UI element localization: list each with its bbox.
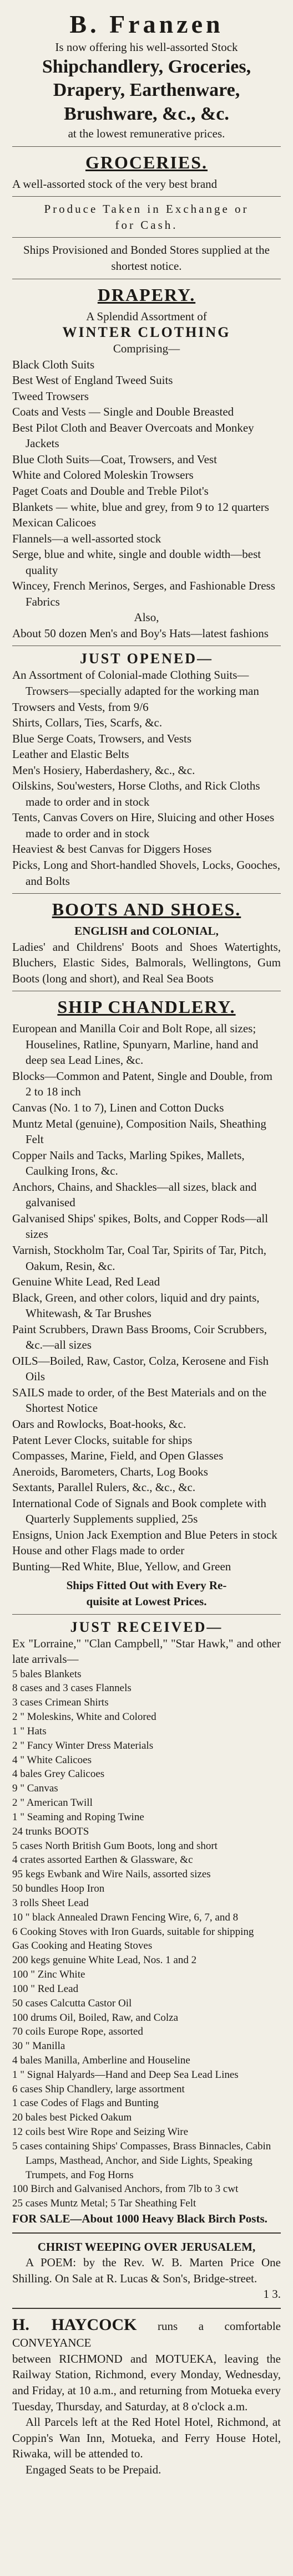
list-item: Tents, Canvas Covers on Hire, Sluicing and other Hoses made to order and in stock [12,811,275,840]
list-item: 9 " Canvas [12,1783,58,1795]
list-item: Sextants, Parallel Rulers, &c., &c., &c. [12,1481,196,1494]
list-item: 70 coils Europe Rope, assorted [12,2026,143,2038]
list-item: 95 kegs Ewbank and Wire Nails, assorted sizes [12,1868,211,1881]
list-item: 4 " White Calicoes [12,1754,92,1766]
poem-code: 1 3. [263,2287,281,2301]
haycock-ad [12,2314,281,2351]
list-item: About 50 dozen Men's and Boy's Hats—latest fashions [12,626,269,640]
stores-text: Ships Provisioned and Bonded Stores supplied at the shortest notice. [23,243,270,273]
list-item: 5 cases North British Gum Boots, long and short [12,1840,218,1852]
heading-brushware: Brushware, &c., &c. [64,103,229,124]
list-item: 2 " American Twill [12,1797,93,1809]
list-item: Paint Scrubbers, Drawn Bass Brooms, Coir Scrubbers, &c.—all sizes [12,1322,267,1352]
list-item: 20 bales best Picked Oakum [12,2112,132,2124]
christ-weeping-title: CHRIST WEEPING OVER JERUSALEM, [37,2240,256,2254]
list-item: Anchors, Chains, and Shackles—all sizes, black and galvanised [12,1180,257,1210]
list-item: 3 cases Crimean Shirts [12,1697,109,1709]
list-item: 1 case Codes of Flags and Bunting [12,2097,159,2109]
list-item: Aneroids, Barometers, Charts, Log Books [12,1464,208,1478]
received-list [12,1667,281,2211]
list-item: International Code of Signals and Book complete with Quarterly Supplements supplied, 25s [12,1496,266,1526]
list-item: Leather and Elastic Belts [12,747,129,761]
groceries-title: GROCERIES. [85,152,208,172]
list-item: Coats and Vests — Single and Double Breasted [12,405,234,419]
drapery-sub: A Splendid Assortment of [86,309,207,323]
list-item: 1 " Signal Halyards—Hand and Deep Sea Lead Lines [12,2068,239,2081]
advertiser-name: B. Franzen [69,10,224,38]
list-item: Picks, Long and Short-handled Shovels, Locks, Gooches, and Bolts [12,858,280,888]
list-item: 2 " Moleskins, White and Colored [12,1711,156,1723]
list-item: White and Colored Moleskin Trowsers [12,468,194,482]
list-item: 50 cases Calcutta Castor Oil [12,1997,132,2009]
for-sale-line: FOR SALE—About 1000 Heavy Black Birch Posts. [12,2212,267,2226]
divider [12,237,281,238]
list-item: 100 Birch and Galvanised Anchors, from 7lb to 3 cwt [12,2183,239,2195]
list-item: 10 " black Annealed Drawn Fencing Wire, 6, 7, and 8 [12,1911,239,1923]
list-item: Paget Coats and Double and Treble Pilot's [12,484,209,498]
chandlery-title: SHIP CHANDLERY. [57,997,236,1017]
list-item: Muntz Metal (genuine), Composition Nails, Sheathing Felt [12,1117,266,1146]
list-item: Also, [134,611,159,624]
haycock-name: H. HAYCOCK [12,2315,137,2334]
list-item: Blue Cloth Suits—Coat, Trowsers, and Vest [12,452,217,466]
list-item: 6 Cooking Stoves with Iron Guards, suitable for shipping [12,1925,254,1938]
prices-line: at the lowest remunerative prices. [68,127,225,141]
haycock-text-1: runs a comfortable CONVEYANCE [12,2319,281,2350]
intro-line: Is now offering his well-assorted Stock [55,40,238,54]
divider [12,893,281,894]
list-item: Best West of England Tweed Suits [12,373,173,387]
list-item: Shirts, Collars, Ties, Scarfs, &c. [12,716,163,730]
list-item: 50 bundles Hoop Iron [12,1883,105,1895]
boots-sub: ENGLISH and COLONIAL, [74,924,219,938]
divider [12,196,281,197]
list-item: 3 rolls Sheet Lead [12,1897,89,1909]
list-item: 4 bales Grey Calicoes [12,1768,105,1780]
list-item: Blue Serge Coats, Trowsers, and Vests [12,731,191,745]
list-item: Copper Nails and Tacks, Marling Spikes, Mallets, Caulking Irons, &c. [12,1148,245,1178]
list-item: Black Cloth Suits [12,357,95,371]
just-opened-title: JUST OPENED— [80,651,213,667]
list-item: Tweed Trowsers [12,389,89,403]
produce-line-1: Produce Taken in Exchange or [44,202,249,216]
fitted-out-line-1: Ships Fitted Out with Every Re- [66,1579,227,1592]
divider [12,2308,281,2309]
haycock-text-3: All Parcels left at the Red Hotel Hotel, Richmond, at Coppin's Wan Inn, Motueka, and Ferry House Hotel, Riwaka, will be attended to. [12,2415,281,2461]
list-item: An Assortment of Colonial-made Clothing Suits—Trowsers—specially adapted for the working man [12,668,259,698]
heading-drapery-earthenware: Drapery, Earthenware, [53,80,240,101]
list-item: 4 bales Manilla, Amberline and Houseline [12,2054,190,2066]
list-item: Canvas (No. 1 to 7), Linen and Cotton Ducks [12,1101,224,1115]
list-item: Serge, blue and white, single and double width—best quality [12,547,261,577]
list-item: Oars and Rowlocks, Boat-hooks, &c. [12,1417,186,1431]
list-item: 4 crates assorted Earthen & Glassware, &c [12,1854,193,1866]
produce-line-2: for Cash. [115,218,178,232]
list-item: 24 trunks BOOTS [12,1825,89,1837]
list-item: 6 cases Ship Chandlery, large assortment [12,2083,185,2095]
fitted-out-line-2: quisite at Lowest Prices. [86,1594,207,1608]
winter-clothing: WINTER CLOTHING [62,324,231,341]
list-item: 200 kegs genuine White Lead, Nos. 1 and 2 [12,1954,197,1966]
list-item: 12 coils best Wire Rope and Seizing Wire [12,2126,189,2138]
list-item: Mexican Calicoes [12,516,97,530]
list-item: Wincey, French Merinos, Serges, and Fashionable Dress Fabrics [12,579,275,608]
list-item: 5 bales Blankets [12,1668,82,1680]
vessels-line: Ex "Lorraine," "Clan Campbell," "Star Hawk," and other late arrivals— [12,1636,281,1666]
list-item: Best Pilot Cloth and Beaver Overcoats and Monkey Jackets [12,421,254,450]
list-item: SAILS made to order, of the Best Materials and on the Shortest Notice [12,1385,267,1415]
list-item: Blocks—Common and Patent, Single and Double, from 2 to 18 inch [12,1069,272,1099]
haycock-text-2: between RICHMOND and MOTUEKA, leaving the Railway Station, Richmond, every Monday, Wednesday, and Friday, at 10 a.m., and returning from Motueka every Tuesday, Thursday, and Saturday, at 8 o'clock a.m. [12,2352,281,2413]
list-item: Varnish, Stockholm Tar, Coal Tar, Spirits of Tar, Pitch, Oakum, Resin, &c. [12,1243,266,1273]
list-item: Ensigns, Union Jack Exemption and Blue Peters in stock [12,1528,277,1541]
list-item: Men's Hosiery, Haberdashery, &c., &c. [12,763,195,777]
list-item: OILS—Boiled, Raw, Castor, Colza, Kerosene and Fish Oils [12,1354,269,1384]
heading-shipchandlery: Shipchandlery, Groceries, [42,56,251,77]
list-item: Gas Cooking and Heating Stoves [12,1940,153,1952]
groceries-text: A well-assorted stock of the very best brand [12,177,218,191]
list-item: 100 drums Oil, Boiled, Raw, and Colza [12,2011,179,2024]
list-item: European and Manilla Coir and Bolt Rope, all sizes; Houselines, Ratline, Spunyarn, Marline, hand and deep sea Lead Lines, &c. [12,1022,259,1067]
list-item: 1 " Seaming and Roping Twine [12,1811,144,1823]
divider [12,146,281,147]
opened-list [12,667,281,889]
list-item: House and other Flags made to order [12,1544,185,1558]
divider [12,1614,281,1615]
list-item: Flannels—a well-assorted stock [12,531,161,545]
drapery-title: DRAPERY. [97,284,196,305]
chandlery-list [12,1021,281,1574]
list-item: 100 " Red Lead [12,1983,79,1995]
list-item: 2 " Fancy Winter Dress Materials [12,1739,154,1752]
drapery-list [12,357,281,642]
boots-text: Ladies' and Childrens' Boots and Shoes Watertights, Bluchers, Elastic Sides, Balmorals, Wellingtons, Gum Boots (long and short), and Real Sea Boots [12,940,281,985]
list-item: Patent Lever Clocks, suitable for ships [12,1433,193,1447]
haycock-text-4: Engaged Seats to be Prepaid. [26,2462,161,2476]
list-item: 1 " Hats [12,1725,47,1737]
list-item: Trowsers and Vests, from 9/6 [12,700,149,714]
list-item: Black, Green, and other colors, liquid and dry paints, Whitewash, & Tar Brushes [12,1290,260,1320]
list-item: Galvanised Ships' spikes, Bolts, and Copper Rods—all sizes [12,1211,269,1241]
poem-text: A POEM: by the Rev. W. B. Marten Price One Shilling. On Sale at R. Lucas & Son's, Bridge-street. [12,2256,281,2285]
comprising: Comprising— [113,342,180,356]
list-item: Oilskins, Sou'westers, Horse Cloths, and Rick Cloths made to order and in stock [12,779,260,808]
list-item: Heaviest & best Canvas for Diggers Hoses [12,842,212,856]
just-received-title: JUST RECEIVED— [70,1619,223,1635]
divider [12,2232,281,2234]
list-item: 100 " Zinc White [12,1969,85,1981]
boots-title: BOOTS AND SHOES. [52,899,241,920]
list-item: 30 " Manilla [12,2040,65,2052]
list-item: Blankets — white, blue and grey, from 9 to 12 quarters [12,500,269,514]
list-item: Bunting—Red White, Blue, Yellow, and Green [12,1559,231,1573]
list-item: Genuine White Lead, Red Lead [12,1275,160,1289]
list-item: 25 cases Muntz Metal; 5 Tar Sheathing Felt [12,2198,196,2210]
list-item: 8 cases and 3 cases Flannels [12,1682,132,1694]
list-item: 5 cases containing Ships' Compasses, Brass Binnacles, Cabin Lamps, Masthead, Anchor, and Side Lights, Speaking Trumpets, and Fog Horns [12,2140,271,2181]
list-item: Compasses, Marine, Field, and Open Glasses [12,1449,224,1463]
